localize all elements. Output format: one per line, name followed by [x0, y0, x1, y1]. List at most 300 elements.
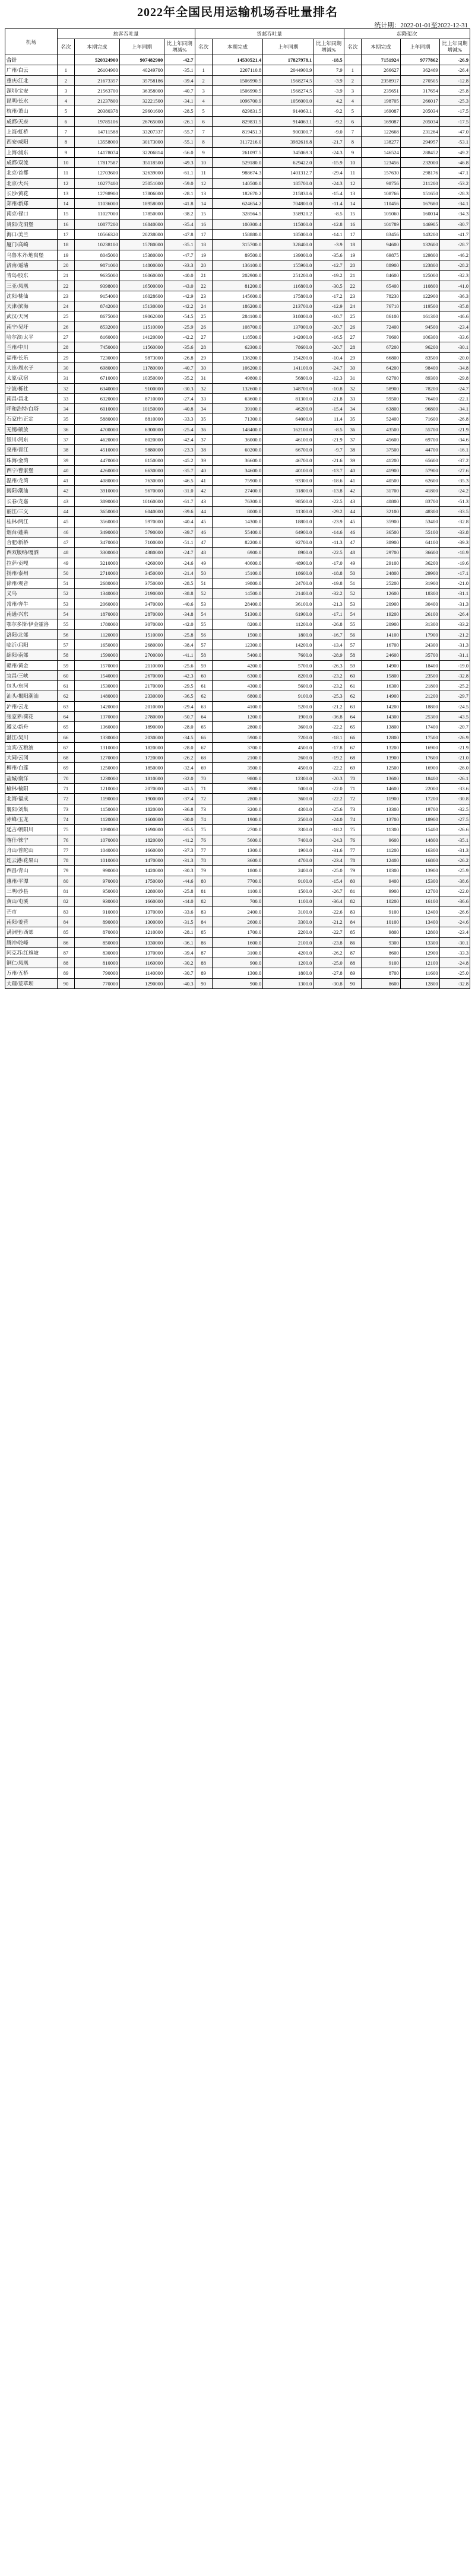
airport-name: 合肥/新桥 [5, 537, 58, 547]
m-current-cell: 65400 [362, 281, 401, 291]
p-rank-cell: 67 [57, 742, 74, 752]
m-change-cell: -32.8 [439, 978, 470, 988]
c-current-cell: 27400.0 [212, 486, 262, 496]
m-rank-cell: 11 [344, 168, 361, 178]
m-change-cell: -34.1 [439, 199, 470, 209]
p-change-cell: -46.5 [164, 476, 195, 486]
c-change-cell: -16.7 [314, 629, 344, 640]
c-previous-cell: 24700.0 [263, 578, 314, 589]
airport-name: 腾冲/驼峰 [5, 937, 58, 947]
p-previous-cell: 1850000 [119, 763, 164, 773]
c-rank-cell: 83 [195, 907, 212, 917]
subheader-m-3: 比上年同期增减% [439, 39, 470, 55]
c-rank-cell: 52 [195, 589, 212, 599]
c-change-cell: -20.7 [314, 342, 344, 352]
p-rank-cell: 3 [57, 85, 74, 96]
p-change-cell: -28.1 [164, 927, 195, 937]
c-rank-cell: 48 [195, 548, 212, 558]
p-change-cell: -32.0 [164, 773, 195, 783]
table-row [5, 701, 470, 711]
p-change-cell: -38.2 [164, 209, 195, 219]
p-current-cell: 1120000 [75, 814, 120, 824]
subheader-p-3: 比上年同期增减% [164, 39, 195, 55]
c-change-cell: -22.2 [314, 794, 344, 804]
m-change-cell: -18.9 [439, 548, 470, 558]
p-previous-cell: 1160000 [119, 958, 164, 968]
airport-name: 大理/荒草坝 [5, 978, 58, 988]
p-change-cell: -34.1 [164, 96, 195, 106]
c-previous-cell: 9100.0 [263, 876, 314, 886]
c-previous-cell: 318000.0 [263, 311, 314, 322]
p-current-cell: 810000 [75, 958, 120, 968]
table-row [5, 742, 470, 752]
table-row [5, 548, 470, 558]
table-row [5, 301, 470, 311]
c-rank-cell: 8 [195, 137, 212, 147]
c-rank-cell: 35 [195, 414, 212, 424]
m-change-cell: -28.7 [439, 240, 470, 250]
p-previous-cell: 1470000 [119, 856, 164, 866]
m-current-cell: 14900 [362, 660, 401, 670]
c-change-cell: -12.3 [314, 373, 344, 383]
airport-name: 芒市 [5, 907, 58, 917]
c-previous-cell: 5200.0 [263, 701, 314, 711]
c-current-cell: 1506990.5 [212, 75, 262, 85]
m-rank-cell: 90 [344, 978, 361, 988]
c-previous-cell: 154200.0 [263, 352, 314, 362]
c-current-cell: 76300.0 [212, 496, 262, 506]
m-change-cell: -34.1 [439, 404, 470, 414]
m-rank-cell: 82 [344, 896, 361, 907]
p-previous-cell: 1510000 [119, 629, 164, 640]
m-rank-cell: 79 [344, 866, 361, 876]
m-rank-cell: 4 [344, 96, 361, 106]
airport-name: 重庆/江北 [5, 75, 58, 85]
p-previous-cell: 5880000 [119, 445, 164, 455]
c-change-cell: -17.1 [314, 609, 344, 619]
c-previous-cell: 185000.0 [263, 230, 314, 240]
c-current-cell: 1500.0 [212, 629, 262, 640]
c-previous-cell: 2400.0 [263, 866, 314, 876]
p-change-cell: -40.4 [164, 517, 195, 527]
m-previous-cell: 21200 [400, 691, 439, 701]
table-row [5, 599, 470, 609]
c-change-cell: -8.5 [314, 424, 344, 434]
p-previous-cell: 4380000 [119, 548, 164, 558]
m-change-cell: -27.5 [439, 814, 470, 824]
m-change-cell: -33.3 [439, 947, 470, 958]
c-change-cell: -30.8 [314, 978, 344, 988]
m-current-cell: 29100 [362, 558, 401, 568]
c-current-cell: 3117216.0 [212, 137, 262, 147]
m-rank-cell: 88 [344, 958, 361, 968]
c-previous-cell: 8900.0 [263, 548, 314, 558]
p-previous-cell: 1300000 [119, 917, 164, 927]
m-rank-cell: 76 [344, 835, 361, 845]
table-row [5, 629, 470, 640]
m-current-cell: 31700 [362, 486, 401, 496]
p-current-cell: 1360000 [75, 722, 120, 732]
m-rank-cell: 1 [344, 65, 361, 75]
c-current-cell: 7700.0 [212, 876, 262, 886]
m-change-cell: -26.6 [439, 825, 470, 835]
m-change-cell: -25.2 [439, 681, 470, 691]
airport-name: 常州/奔牛 [5, 599, 58, 609]
p-rank-cell: 87 [57, 947, 74, 958]
table-row [5, 927, 470, 937]
m-rank-cell: 10 [344, 157, 361, 167]
c-current-cell: 14530521.4 [212, 55, 262, 65]
m-rank-cell: 52 [344, 589, 361, 599]
p-previous-cell: 32639000 [119, 168, 164, 178]
airport-name: 盐城/南洋 [5, 773, 58, 783]
table-row [5, 75, 470, 85]
subheader-m-1: 本期完成 [362, 39, 401, 55]
c-current-cell: 19800.0 [212, 578, 262, 589]
table-row [5, 835, 470, 845]
m-change-cell: -29.7 [439, 691, 470, 701]
table-row [5, 650, 470, 660]
m-current-cell: 32100 [362, 507, 401, 517]
c-previous-cell: 1568274.5 [263, 75, 314, 85]
p-previous-cell: 15380000 [119, 250, 164, 260]
p-rank-cell: 1 [57, 65, 74, 75]
table-row [5, 465, 470, 475]
airport-name: 北京/大兴 [5, 178, 58, 188]
c-rank-cell: 14 [195, 199, 212, 209]
m-current-cell: 62700 [362, 373, 401, 383]
c-change-cell: -24.3 [314, 178, 344, 188]
c-previous-cell: 914063.1 [263, 106, 314, 116]
airport-name: 泉州/晋江 [5, 445, 58, 455]
p-current-cell: 890000 [75, 917, 120, 927]
airport-name: 义乌 [5, 589, 58, 599]
m-current-cell: 13600 [362, 773, 401, 783]
c-current-cell: 202900.0 [212, 271, 262, 281]
m-change-cell: -24.8 [439, 958, 470, 968]
m-rank-cell: 21 [344, 271, 361, 281]
table-row [5, 240, 470, 250]
p-change-cell: -25.8 [164, 886, 195, 896]
m-change-cell: -29.8 [439, 373, 470, 383]
c-current-cell: 14500.0 [212, 589, 262, 599]
m-current-cell: 70600 [362, 332, 401, 342]
p-previous-cell: 16500000 [119, 281, 164, 291]
m-change-cell: -21.9 [439, 424, 470, 434]
airport-name: 舟山/普陀山 [5, 845, 58, 855]
p-rank-cell: 48 [57, 548, 74, 558]
p-current-cell: 1120000 [75, 629, 120, 640]
m-rank-cell: 43 [344, 496, 361, 506]
p-rank-cell: 77 [57, 845, 74, 855]
p-current-cell: 1650000 [75, 640, 120, 650]
p-current-cell: 1570000 [75, 660, 120, 670]
c-current-cell: 900.0 [212, 978, 262, 988]
p-change-cell: -26.8 [164, 352, 195, 362]
m-previous-cell: 89300 [400, 373, 439, 383]
airport-name: 南通/兴东 [5, 609, 58, 619]
header-movement: 起降架次 [344, 29, 470, 39]
m-rank-cell: 25 [344, 311, 361, 322]
m-current-cell: 9800 [362, 927, 401, 937]
p-previous-cell: 2070000 [119, 784, 164, 794]
p-previous-cell: 2700000 [119, 650, 164, 660]
c-rank-cell: 76 [195, 835, 212, 845]
p-change-cell: -42.3 [164, 670, 195, 680]
p-change-cell: -61.7 [164, 496, 195, 506]
table-row [5, 362, 470, 373]
c-current-cell: 55400.0 [212, 527, 262, 537]
m-rank-cell: 15 [344, 209, 361, 219]
p-current-cell: 4470000 [75, 455, 120, 465]
c-rank-cell: 21 [195, 271, 212, 281]
m-change-cell: -37.2 [439, 455, 470, 465]
m-rank-cell: 17 [344, 230, 361, 240]
header-cargo: 货邮吞吐量 [195, 29, 344, 39]
airport-name: 广州/白云 [5, 65, 58, 75]
c-current-cell: 140500.0 [212, 178, 262, 188]
table-row [5, 589, 470, 599]
m-change-cell: -27.6 [439, 465, 470, 475]
c-current-cell: 8000.0 [212, 507, 262, 517]
p-change-cell: -24.7 [164, 548, 195, 558]
m-previous-cell: 76400 [400, 393, 439, 403]
p-change-cell: -40.0 [164, 271, 195, 281]
p-current-cell: 12798900 [75, 188, 120, 198]
table-row [5, 856, 470, 866]
c-rank-cell: 64 [195, 712, 212, 722]
p-previous-cell: 8810000 [119, 414, 164, 424]
p-previous-cell: 1820000 [119, 835, 164, 845]
c-current-cell: 3900.0 [212, 784, 262, 794]
p-change-cell: -39.4 [164, 947, 195, 958]
p-previous-cell: 15780000 [119, 240, 164, 250]
c-current-cell: 900.0 [212, 958, 262, 968]
c-rank-cell: 36 [195, 424, 212, 434]
m-change-cell: -24.2 [439, 486, 470, 496]
m-change-cell: -35.1 [439, 835, 470, 845]
c-rank-cell: 70 [195, 773, 212, 783]
c-rank-cell: 85 [195, 927, 212, 937]
p-previous-cell: 17806000 [119, 188, 164, 198]
c-change-cell: -13.4 [314, 640, 344, 650]
m-current-cell: 9900 [362, 886, 401, 896]
p-rank-cell: 84 [57, 917, 74, 927]
p-current-cell: 21237800 [75, 96, 120, 106]
c-previous-cell: 11200.0 [263, 619, 314, 629]
c-change-cell: -24.3 [314, 147, 344, 157]
c-change-cell: -23.4 [314, 856, 344, 866]
table-row [5, 619, 470, 629]
table-row [5, 332, 470, 342]
c-rank-cell: 57 [195, 640, 212, 650]
c-change-cell: -28.9 [314, 650, 344, 660]
m-previous-cell: 266017 [400, 96, 439, 106]
m-previous-cell: 41800 [400, 486, 439, 496]
c-rank-cell: 29 [195, 352, 212, 362]
m-change-cell: -47.1 [439, 168, 470, 178]
m-rank-cell: 33 [344, 393, 361, 403]
airport-name: 泸州/云龙 [5, 701, 58, 711]
p-change-cell: -28.5 [164, 106, 195, 116]
m-change-cell: -20.0 [439, 352, 470, 362]
table-row [5, 445, 470, 455]
table-row [5, 496, 470, 506]
p-current-cell: 9154000 [75, 291, 120, 301]
m-rank-cell: 78 [344, 856, 361, 866]
p-current-cell: 1340000 [75, 589, 120, 599]
m-change-cell: -33.6 [439, 784, 470, 794]
c-change-cell: -9.2 [314, 116, 344, 126]
m-previous-cell: 9777862 [400, 55, 439, 65]
p-change-cell: -49.3 [164, 157, 195, 167]
p-change-cell: -25.6 [164, 660, 195, 670]
m-current-cell: 14200 [362, 701, 401, 711]
p-rank-cell: 22 [57, 281, 74, 291]
c-change-cell: -10.8 [314, 383, 344, 393]
c-change-cell: 7.9 [314, 65, 344, 75]
m-change-cell: -17.5 [439, 106, 470, 116]
m-previous-cell: 211200 [400, 178, 439, 188]
airport-name: 厦门/高崎 [5, 240, 58, 250]
p-change-cell: -42.9 [164, 291, 195, 301]
p-change-cell: -34.5 [164, 732, 195, 742]
p-rank-cell: 12 [57, 178, 74, 188]
p-previous-cell: 1810000 [119, 773, 164, 783]
p-rank-cell: 44 [57, 507, 74, 517]
m-previous-cell: 129800 [400, 250, 439, 260]
m-rank-cell: 30 [344, 362, 361, 373]
p-rank-cell: 33 [57, 393, 74, 403]
c-rank-cell: 62 [195, 691, 212, 701]
p-previous-cell: 1600000 [119, 814, 164, 824]
p-previous-cell: 36358000 [119, 85, 164, 96]
p-rank-cell: 47 [57, 537, 74, 547]
p-previous-cell: 33207337 [119, 127, 164, 137]
m-current-cell: 24600 [362, 650, 401, 660]
m-change-cell: -53.1 [439, 137, 470, 147]
p-rank-cell: 32 [57, 383, 74, 393]
m-change-cell: -16.1 [439, 445, 470, 455]
m-rank-cell: 5 [344, 106, 361, 116]
c-rank-cell: 66 [195, 732, 212, 742]
m-current-cell: 105060 [362, 209, 401, 219]
subheader-m-0: 名次 [344, 39, 361, 55]
c-previous-cell: 328400.0 [263, 240, 314, 250]
m-previous-cell: 30400 [400, 599, 439, 609]
p-current-cell: 10238100 [75, 240, 120, 250]
p-current-cell: 870000 [75, 927, 120, 937]
p-previous-cell: 11780000 [119, 362, 164, 373]
c-current-cell: 4100.0 [212, 701, 262, 711]
c-current-cell: 39100.0 [212, 404, 262, 414]
c-previous-cell: 2044900.9 [263, 65, 314, 75]
m-previous-cell: 11600 [400, 968, 439, 978]
c-current-cell: 315700.0 [212, 240, 262, 250]
m-rank-cell: 40 [344, 465, 361, 475]
m-rank-cell: 19 [344, 250, 361, 260]
p-change-cell: -42.2 [164, 332, 195, 342]
airport-name: 宁波/栎社 [5, 383, 58, 393]
table-row [5, 116, 470, 126]
m-previous-cell: 29900 [400, 568, 439, 578]
m-current-cell: 40800 [362, 496, 401, 506]
airport-name: 合计 [5, 55, 58, 65]
c-change-cell: -17.8 [314, 742, 344, 752]
airport-name: 西双版纳/嘎洒 [5, 548, 58, 558]
c-change-cell: -16.5 [314, 332, 344, 342]
m-rank-cell: 3 [344, 85, 361, 96]
p-previous-cell: 8020000 [119, 434, 164, 444]
m-previous-cell: 13300 [400, 937, 439, 947]
c-change-cell: -21.9 [314, 434, 344, 444]
c-previous-cell: 4300.0 [263, 804, 314, 814]
p-change-cell: -42.2 [164, 301, 195, 311]
m-previous-cell: 62600 [400, 476, 439, 486]
m-previous-cell: 160014 [400, 209, 439, 219]
m-rank-cell: 20 [344, 260, 361, 270]
m-rank-cell: 13 [344, 188, 361, 198]
c-change-cell: -22.5 [314, 496, 344, 506]
m-previous-cell: 125000 [400, 271, 439, 281]
c-change-cell: -22.7 [314, 927, 344, 937]
c-rank-cell: 63 [195, 701, 212, 711]
m-change-cell: -39.3 [439, 537, 470, 547]
m-previous-cell: 298176 [400, 168, 439, 178]
c-previous-cell: 61900.0 [263, 609, 314, 619]
p-change-cell: -36.5 [164, 691, 195, 701]
c-current-cell: 829831.5 [212, 116, 262, 126]
c-previous-cell: 4200.0 [263, 947, 314, 958]
c-previous-cell: 8200.0 [263, 670, 314, 680]
subheader-c-2: 上年同期 [263, 39, 314, 55]
m-previous-cell: 106300 [400, 332, 439, 342]
p-change-cell: -41.8 [164, 199, 195, 209]
c-rank-cell: 3 [195, 85, 212, 96]
c-previous-cell: 142000.0 [263, 332, 314, 342]
c-current-cell: 529180.0 [212, 157, 262, 167]
c-rank-cell: 71 [195, 784, 212, 794]
c-current-cell: 5900.0 [212, 732, 262, 742]
c-current-cell: 4200.0 [212, 660, 262, 670]
p-current-cell: 990000 [75, 866, 120, 876]
c-current-cell: 136100.0 [212, 260, 262, 270]
c-rank-cell: 5 [195, 106, 212, 116]
p-change-cell: -25.4 [164, 424, 195, 434]
p-change-cell: -55.7 [164, 127, 195, 137]
table-row [5, 260, 470, 270]
airport-name: 银川/河东 [5, 434, 58, 444]
p-current-cell: 21673357 [75, 75, 120, 85]
p-rank-cell: 28 [57, 342, 74, 352]
p-rank-cell: 68 [57, 753, 74, 763]
c-rank-cell: 86 [195, 937, 212, 947]
p-previous-cell: 1750000 [119, 876, 164, 886]
airport-name: 惠州/平潭 [5, 876, 58, 886]
p-previous-cell: 1420000 [119, 866, 164, 876]
m-current-cell: 13200 [362, 742, 401, 752]
p-rank-cell: 90 [57, 978, 74, 988]
m-rank-cell: 69 [344, 763, 361, 773]
airport-name: 宜昌/三峡 [5, 670, 58, 680]
p-rank-cell: 18 [57, 240, 74, 250]
m-rank-cell: 22 [344, 281, 361, 291]
c-change-cell: 4.2 [314, 96, 344, 106]
p-current-cell: 1310000 [75, 742, 120, 752]
m-current-cell: 13700 [362, 814, 401, 824]
c-current-cell: 6900.0 [212, 548, 262, 558]
p-previous-cell: 10150000 [119, 404, 164, 414]
